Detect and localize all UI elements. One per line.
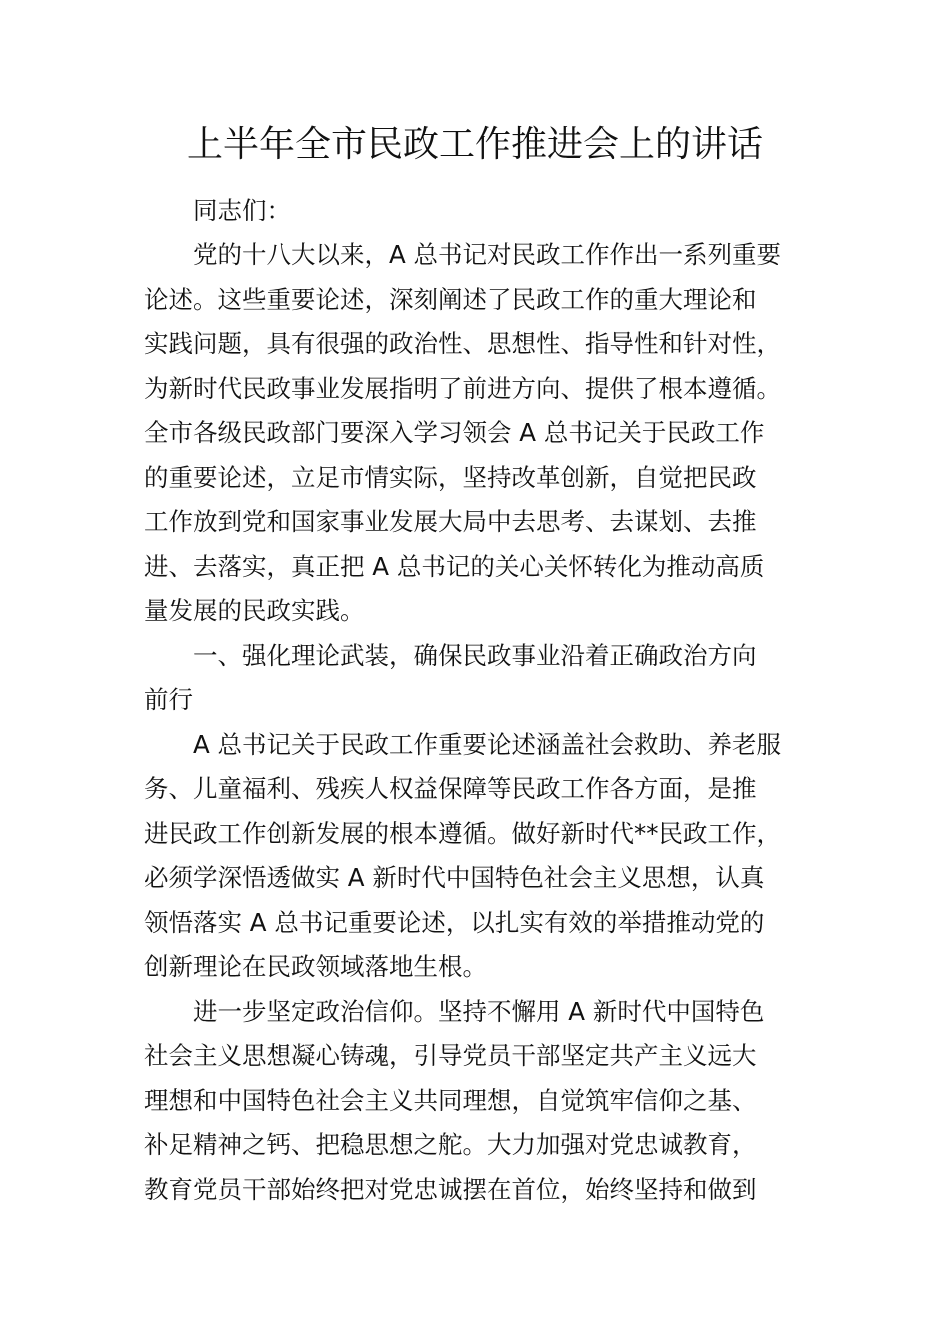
paragraph-line: 实践问题，具有很强的政治性、思想性、指导性和针对性， [144,329,781,358]
paragraph-line: 领悟落实 A 总书记重要论述，以扎实有效的举措推动党的 [144,908,765,937]
paragraph-line: 务、儿童福利、残疾人权益保障等民政工作各方面，是推 [144,774,757,803]
paragraph-line: 进、去落实，真正把 A 总书记的关心关怀转化为推动高质 [144,552,765,581]
paragraph-line: 量发展的民政实践。 [144,596,365,625]
paragraph-line: 理想和中国特色社会主义共同理想，自觉筑牢信仰之基、 [144,1086,757,1115]
paragraph-line: 进一步坚定政治信仰。坚持不懈用 A 新时代中国特色 [193,997,765,1026]
paragraph-line: 社会主义思想凝心铸魂，引导党员干部坚定共产主义远大 [144,1041,757,1070]
paragraph-line: 论述。这些重要论述，深刻阐述了民政工作的重大理论和 [144,285,757,314]
paragraph-line: 补足精神之钙、把稳思想之舵。大力加强对党忠诚教育， [144,1130,757,1159]
paragraph-line: 工作放到党和国家事业发展大局中去思考、去谋划、去推 [144,507,757,536]
paragraph-line: 的重要论述，立足市情实际，坚持改革创新，自觉把民政 [144,463,757,492]
document-title: 上半年全市民政工作推进会上的讲话 [186,124,763,165]
paragraph-line: 创新理论在民政领域落地生根。 [144,952,487,981]
paragraph-line: A 总书记关于民政工作重要论述涵盖社会救助、养老服 [193,730,782,759]
paragraph-line: 党的十八大以来，A 总书记对民政工作作出一系列重要 [193,240,782,269]
section-heading: 前行 [144,685,193,714]
paragraph-line: 必须学深悟透做实 A 新时代中国特色社会主义思想，认真 [144,863,765,892]
paragraph-line: 全市各级民政部门要深入学习领会 A 总书记关于民政工作 [144,418,765,447]
paragraph-line: 教育党员干部始终把对党忠诚摆在首位，始终坚持和做到 [144,1175,757,1204]
paragraph-line: 为新时代民政事业发展指明了前进方向、提供了根本遵循。 [144,374,781,403]
paragraph-line: 进民政工作创新发展的根本遵循。做好新时代**民政工作， [144,819,781,848]
salutation: 同志们： [193,196,291,225]
section-heading: 一、强化理论武装，确保民政事业沿着正确政治方向 [193,641,757,670]
